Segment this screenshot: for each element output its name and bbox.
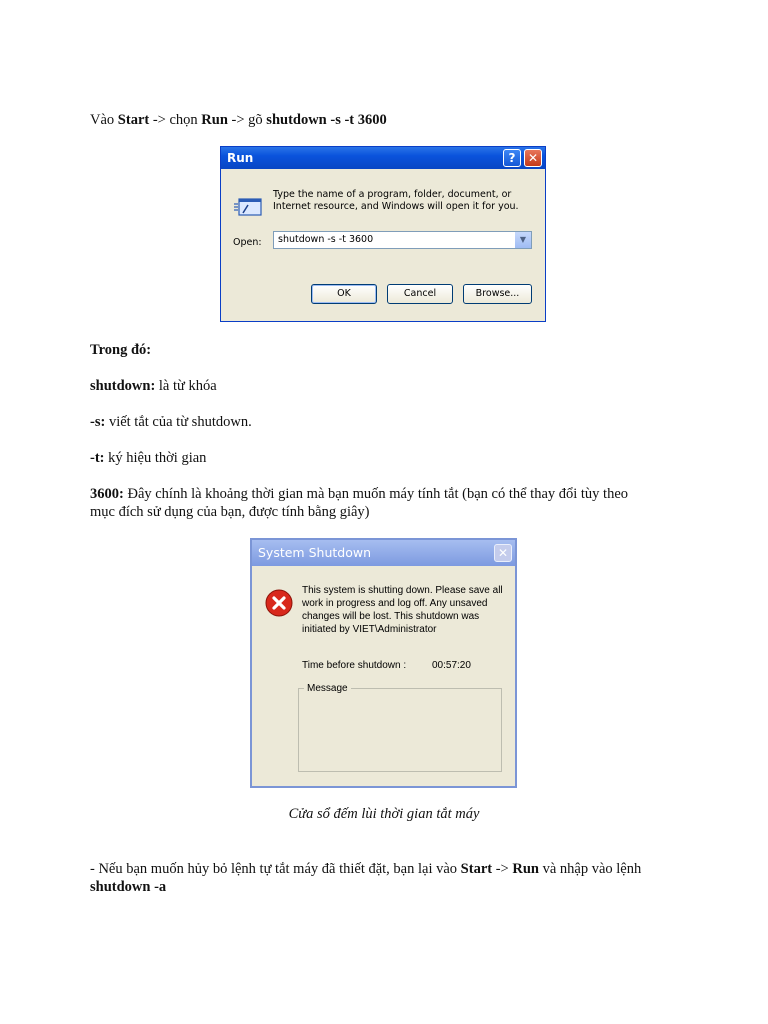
open-combobox[interactable] <box>273 231 532 249</box>
figure-caption: Cửa sổ đếm lùi thời gian tắt máy <box>288 806 480 822</box>
open-label: Open: <box>233 237 262 248</box>
explain-item-s: -s: viết tắt của từ shutdown. <box>90 414 252 430</box>
browse-button[interactable]: Browse... <box>463 284 532 304</box>
error-icon <box>264 588 294 618</box>
explain-item-3600-cont: mục đích sử dụng của bạn, được tính bằng giây) <box>90 504 370 520</box>
run-dialog-titlebar[interactable] <box>221 147 545 169</box>
run-keyword: Run <box>512 861 539 877</box>
run-program-icon <box>233 195 263 219</box>
explain-item-3600: 3600: Đây chính là khoảng thời gian mà bạn muốn máy tính tắt (bạn có thể thay đổi tùy theo <box>90 486 629 502</box>
close-icon[interactable]: ✕ <box>494 544 512 562</box>
run-dialog-title: Run <box>227 151 254 165</box>
message-group-box <box>298 688 502 772</box>
shutdown-dialog-title: System Shutdown <box>258 545 371 560</box>
run-keyword: Run <box>201 112 228 128</box>
time-value: 00:57:20 <box>432 660 471 671</box>
run-description: Type the name of a program, folder, document, or Internet resource, and Windows will open it for you. <box>273 189 519 212</box>
close-button[interactable]: ✕ <box>524 149 542 167</box>
chevron-down-icon[interactable]: ▼ <box>515 232 531 248</box>
shutdown-message: This system is shutting down. Please save all work in progress and log off. Any unsaved changes will be lost. This shutdown was initiated by VIET\Administrator <box>302 585 503 635</box>
shutdown-dialog-titlebar[interactable] <box>252 540 515 566</box>
cancel-command: shutdown -a <box>90 879 167 895</box>
explain-heading: Trong đó: <box>90 342 152 358</box>
system-shutdown-dialog <box>250 538 517 788</box>
explain-item-t: -t: ký hiệu thời gian <box>90 450 207 466</box>
explain-item-shutdown: shutdown: là từ khóa <box>90 378 217 394</box>
shutdown-command: shutdown -s -t 3600 <box>266 112 387 128</box>
run-dialog <box>220 146 546 322</box>
start-keyword: Start <box>117 112 150 128</box>
intro-line: Vào Start -> chọn Run -> gõ shutdown -s -t 3600 <box>90 112 387 128</box>
time-label: Time before shutdown : <box>302 660 407 671</box>
open-input[interactable]: shutdown -s -t 3600 <box>278 234 374 245</box>
help-button[interactable]: ? <box>503 149 521 167</box>
ok-button[interactable]: OK <box>311 284 377 304</box>
message-group-label: Message <box>304 683 351 694</box>
cancel-note: - Nếu bạn muốn hủy bỏ lệnh tự tắt máy đã thiết đặt, bạn lại vào Start -> Run và nhập vào lệnh <box>90 861 642 877</box>
cancel-button[interactable]: Cancel <box>387 284 453 304</box>
start-keyword: Start <box>460 861 493 877</box>
